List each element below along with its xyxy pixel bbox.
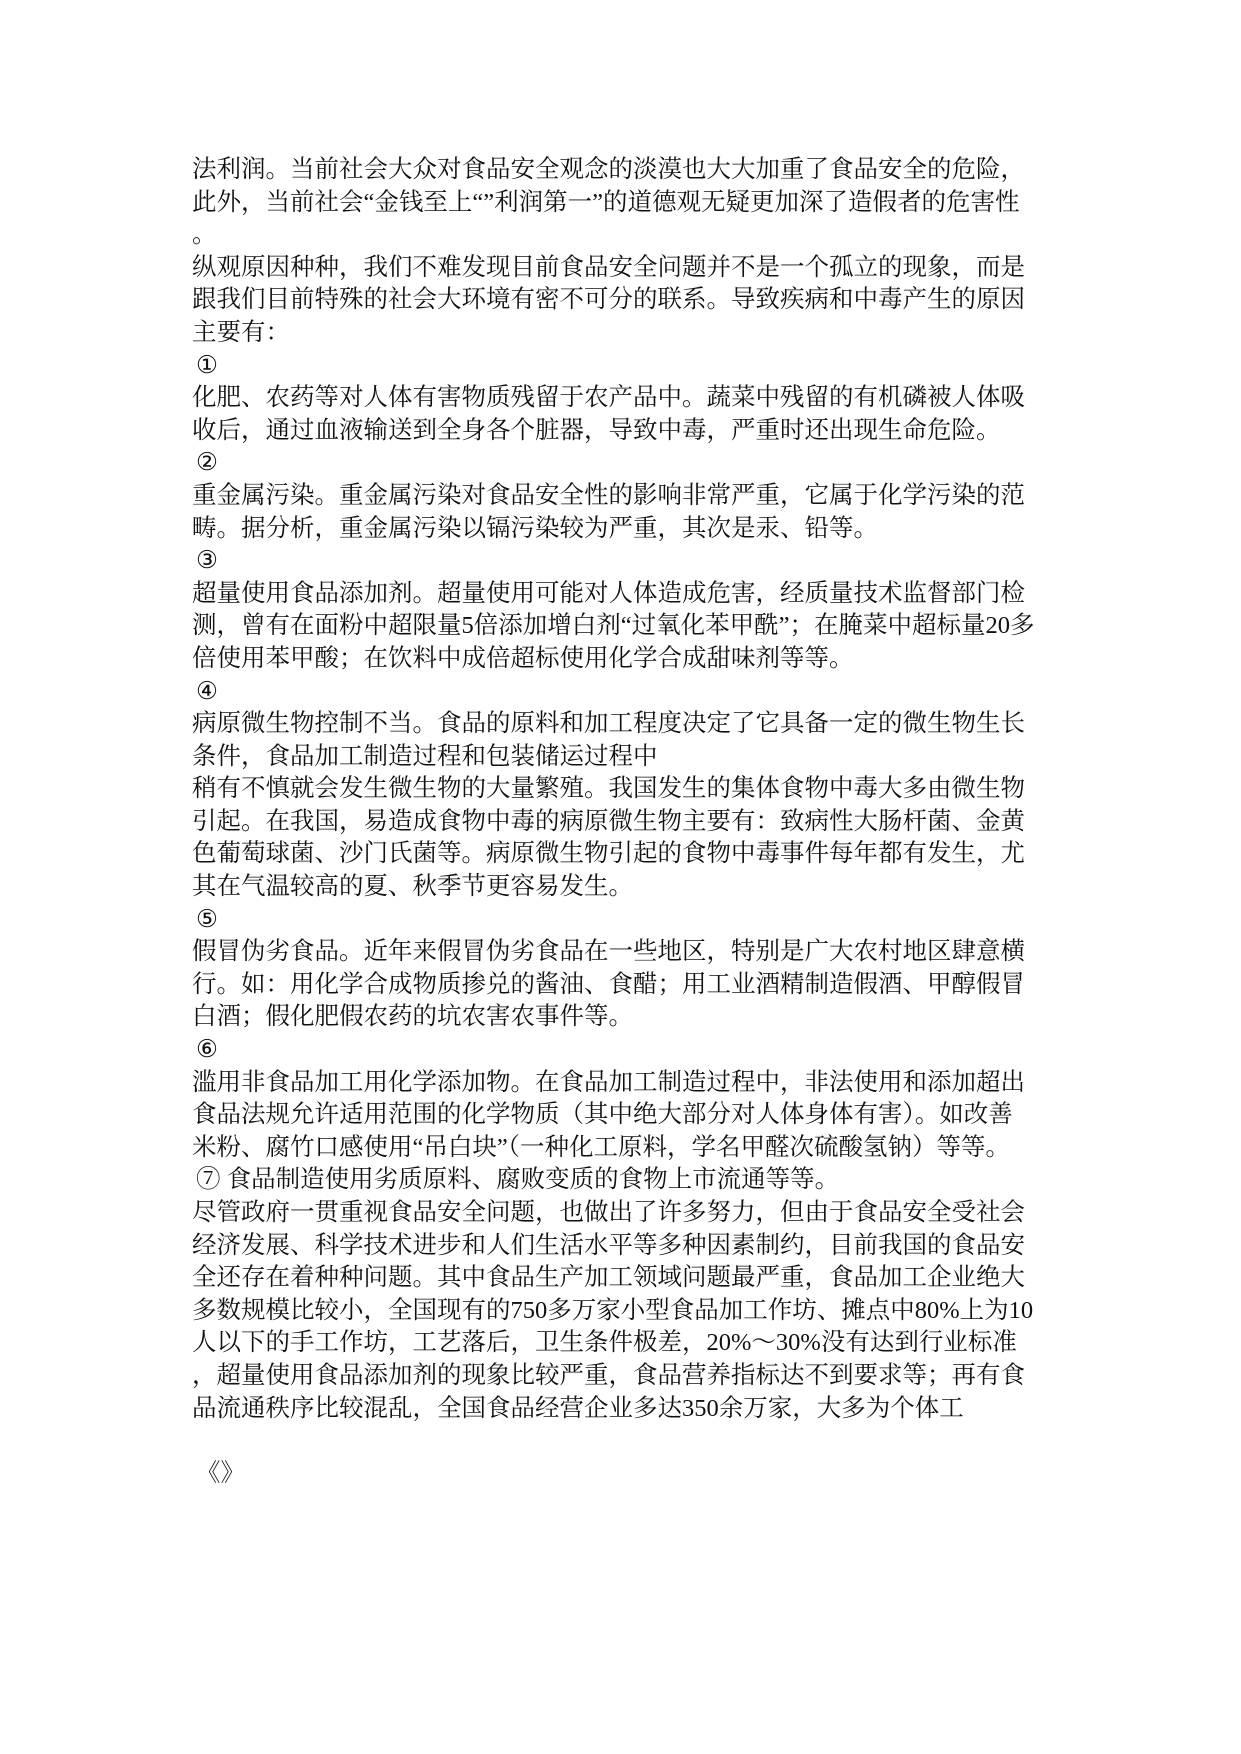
text-line: 测，曾有在面粉中超限量5倍添加增白剂“过氧化苯甲酰”；在腌菜中超标量20多 [192, 612, 1035, 640]
text-line: 尽管政府一贯重视食品安全问题，也做出了许多努力，但由于食品安全受社会 [192, 1199, 1025, 1226]
text-line: 化肥、农药等对人体有害物质残留于农产品中。蔬菜中残留的有机磷被人体吸 [192, 384, 1025, 412]
text-line: 畴。据分析，重金属污染以镉污染较为严重，其次是汞、铅等。 [192, 514, 878, 542]
list-marker: ② [196, 449, 218, 477]
text-line: 主要有： [192, 318, 290, 346]
text-line: 倍使用苯甲酸；在饮料中成倍超标使用化学合成甜味剂等等。 [192, 644, 854, 672]
text-line: 人以下的手工作坊，工艺落后，卫生条件极差，20%～30%没有达到行业标准 [192, 1329, 1017, 1357]
text-line: 白酒；假化肥假农药的坑农害农事件等。 [192, 1003, 633, 1031]
text-line: 品流通秩序比较混乱，全国食品经营企业多达350余万家，大多为个体工 [192, 1394, 964, 1422]
text-line: 引起。在我国，易造成食物中毒的病原微生物主要有：致病性大肠杆菌、金黄 [192, 807, 1025, 835]
text-line: 滥用非食品加工用化学添加物。在食品加工制造过程中，非法使用和添加超出 [192, 1068, 1025, 1096]
text-line: 超量使用食品添加剂。超量使用可能对人体造成危害，经质量技术监督部门检 [192, 579, 1025, 607]
text-line: 其在气温较高的夏、秋季节更容易发生。 [192, 873, 633, 901]
text-line: 收后，通过血液输送到全身各个脏器，导致中毒，严重时还出现生命危险。 [192, 416, 1001, 444]
document-body [192, 154, 1062, 1490]
text-line: 跟我们目前特殊的社会大环境有密不可分的联系。导致疾病和中毒产生的原因 [192, 286, 1025, 314]
list-marker: ⑤ [196, 905, 218, 933]
text-line [192, 1425, 1062, 1458]
text-line: 全还存在着种种问题。其中食品生产加工领域问题最严重，食品加工企业绝大 [192, 1264, 1025, 1292]
text-line: 。 [192, 221, 217, 249]
text-line: 纵观原因种种，我们不难发现目前食品安全问题并不是一个孤立的现象，而是 [192, 253, 1025, 281]
list-marker: ⑥ [196, 1036, 218, 1064]
text-line: 行。如：用化学合成物质掺兑的酱油、食醋；用工业酒精制造假酒、甲醇假冒 [192, 970, 1025, 998]
text-line: 色葡萄球菌、沙门氏菌等。病原微生物引起的食物中毒事件每年都有发生，尤 [192, 840, 1025, 868]
text-line: 多数规模比较小，全国现有的750多万家小型食品加工作坊、摊点中80%上为10 [192, 1296, 1034, 1324]
text-line: ，超量使用食品添加剂的现象比较严重，食品营养指标达不到要求等；再有食 [192, 1361, 1025, 1389]
text-line: 法利润。当前社会大众对食品安全观念的淡漠也大大加重了食品安全的危险， [192, 156, 1025, 183]
text-line: 《》 [196, 1459, 245, 1487]
text-line: 米粉、腐竹口感使用“吊白块”（一种化工原料，学名甲醛次硫酸氢钠）等等。 [192, 1133, 1010, 1161]
text-line: 重金属污染。重金属污染对食品安全性的影响非常严重，它属于化学污染的范 [192, 481, 1025, 509]
text-line: 稍有不慎就会发生微生物的大量繁殖。我国发生的集体食物中毒大多由微生物 [192, 775, 1025, 803]
text-line: 此外，当前社会“金钱至上“”利润第一”的道德观无疑更加深了造假者的危害性 [192, 188, 1020, 216]
text-line: 经济发展、科学技术进步和人们生活水平等多种因素制约，目前我国的食品安 [192, 1231, 1025, 1259]
list-marker: ① [196, 351, 218, 379]
text-line: 病原微生物控制不当。食品的原料和加工程度决定了它具备一定的微生物生长 [192, 710, 1025, 738]
text-line: ⑦ 食品制造使用劣质原料、腐败变质的食物上市流通等等。 [196, 1166, 840, 1194]
text-line: 假冒伪劣食品。近年来假冒伪劣食品在一些地区，特别是广大农村地区肆意横 [192, 938, 1025, 966]
list-marker: ④ [196, 677, 218, 705]
list-marker: ③ [196, 547, 218, 575]
text-line: 食品法规允许适用范围的化学物质（其中绝大部分对人体身体有害）。如改善 [192, 1101, 1013, 1129]
text-line: 条件，食品加工制造过程和包装储运过程中 [192, 742, 658, 770]
